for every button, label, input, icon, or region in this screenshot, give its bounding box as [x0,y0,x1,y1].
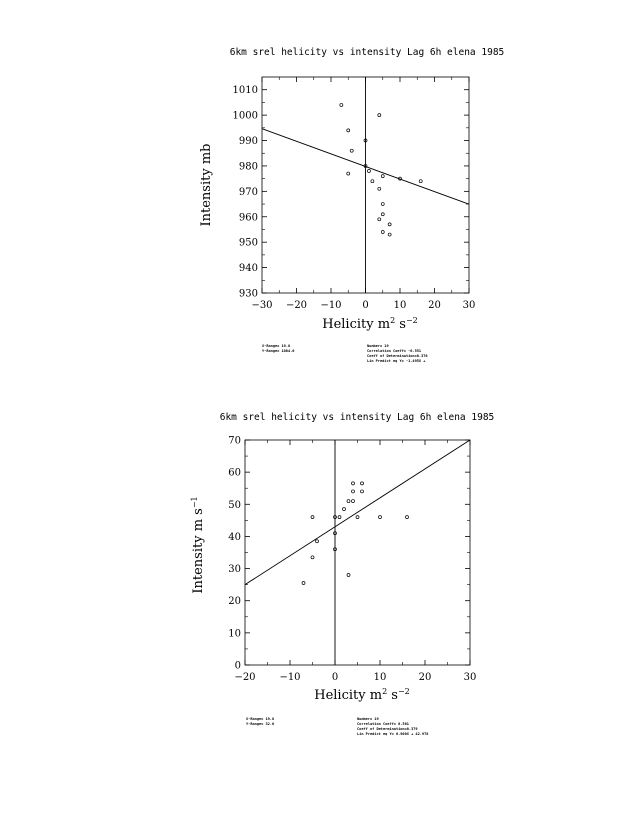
chart2-x-tick-label: 30 [463,672,477,683]
chart1-y-tick-label: 990 [238,136,258,148]
chart1-x-tick-label: −10 [320,300,342,311]
chart2-data-point [379,516,382,519]
chart1-y-tick-label: 1000 [232,110,258,122]
chart1-data-point [378,114,381,117]
chart2-data-point [352,482,355,485]
chart1-y-tick-label: 930 [238,288,258,300]
chart1-stat-correlation: Correlation Coeff= -0.551 [367,349,422,353]
chart2-stat-x-range: X-Range= 19.8 [246,717,275,721]
chart1-stat-lin-predict: Lin Predict eq Y= -1.495X + [367,359,426,363]
chart2-stat-lin-predict: Lin Predict eq Y= 0.900X + 42.978 [357,732,429,736]
chart1-y-tick-label: 1010 [232,85,258,97]
chart-panel-1 [199,47,504,363]
chart-panel-2 [190,412,494,736]
chart1-data-point [419,180,422,183]
chart2-x-tick-label: 0 [331,672,339,683]
chart1-x-axis-label: Helicity $m^2$ $s^{-2}$ [322,316,418,332]
chart2-data-point [347,500,350,503]
chart1-data-point [378,218,381,221]
chart1-data-point [381,231,384,234]
chart2-data-point [343,508,346,511]
chart2-x-tick-label: −10 [279,672,301,683]
chart1-x-tick-label: −30 [251,300,273,311]
chart1-stats-left [262,344,294,353]
chart2-stat-correlation: Correlation Coeff= 0.561 [357,722,409,726]
chart1-ticks [233,77,476,311]
chart2-y-tick-label: 10 [228,628,241,640]
chart1-stat-number: Number= 19 [367,344,389,348]
chart2-ticks [228,436,476,684]
chart1-y-tick-label: 970 [238,186,258,198]
chart2-data-point [361,490,364,493]
chart1-stat-determination: Coeff of Determination=0.376 [367,354,428,358]
chart1-data-point [381,213,384,216]
chart2-data-point [361,482,364,485]
chart1-title: 6km srel helicity vs intensity Lag 6h elena 1985 [229,47,505,58]
chart1-data-point [388,223,391,226]
chart2-x-tick-label: 10 [373,672,387,683]
chart2-stat-y-range: Y-Range= 32.6 [246,722,275,726]
chart2-data-point [356,516,359,519]
chart2-y-tick-label: 0 [234,660,241,672]
chart2-data-point [347,574,350,577]
chart1-data-point [350,149,353,152]
chart1-data-point [340,103,343,106]
chart1-data-point [381,175,384,178]
chart1-x-tick-label: −20 [285,300,308,311]
chart2-y-tick-label: 60 [228,467,241,479]
chart2-data-point [406,516,409,519]
chart2-x-tick-label: −20 [234,672,256,683]
chart2-x-tick-label: 20 [418,672,432,683]
chart1-x-tick-label: 20 [428,300,441,311]
chart2-y-tick-label: 70 [228,435,241,447]
chart2-y-tick-label: 40 [228,531,241,543]
chart1-data-point [371,180,374,183]
chart2-stats-left [246,717,274,726]
chart1-data-point [347,129,350,132]
chart2-x-axis-label: Helicity $m^2$ $s^{-2}$ [314,687,410,703]
chart2-data-point [302,582,305,585]
chart2-y-tick-label: 20 [228,596,241,608]
chart2-data-point [352,490,355,493]
chart2-y-tick-label: 30 [228,564,241,576]
chart1-data-point [381,203,384,206]
chart1-data-point [388,233,391,236]
chart1-y-tick-label: 960 [238,212,258,224]
chart2-stat-determination: Coeff of Determination=0.379 [357,727,418,731]
chart1-y-tick-label: 980 [238,161,258,173]
chart1-y-axis-label: Intensity mb [199,143,214,227]
chart1-marks [262,77,469,293]
chart2-y-tick-label: 50 [228,499,241,511]
chart1-data-point [347,172,350,175]
chart2-fit-line [245,440,470,585]
chart2-data-point [311,556,314,559]
chart1-x-tick-label: 10 [393,300,407,311]
chart2-data-point [316,540,319,543]
chart1-stats-right [367,344,428,363]
chart2-data-point [338,516,341,519]
chart2-data-point [311,516,314,519]
chart2-plot-frame [245,440,470,665]
chart1-stat-y-range: Y-Range= 1004.6 [262,349,295,353]
chart2-marks [245,440,470,665]
chart1-y-tick-label: 940 [238,263,258,275]
chart2-stats-right [357,717,428,736]
chart1-data-point [378,187,381,190]
chart1-data-point [367,170,370,173]
chart1-x-tick-label: 30 [462,300,476,311]
chart2-title: 6km srel helicity vs intensity Lag 6h elena 1985 [219,412,495,423]
chart2-stat-number: Number= 19 [357,717,379,721]
chart1-stat-x-range: X-Range= 19.8 [262,344,291,348]
chart1-y-tick-label: 950 [238,237,258,249]
chart1-x-tick-label: 0 [362,300,369,311]
chart2-data-point [352,500,355,503]
chart2-y-axis-label: Intensity m $s^{-1}$ [190,496,206,594]
